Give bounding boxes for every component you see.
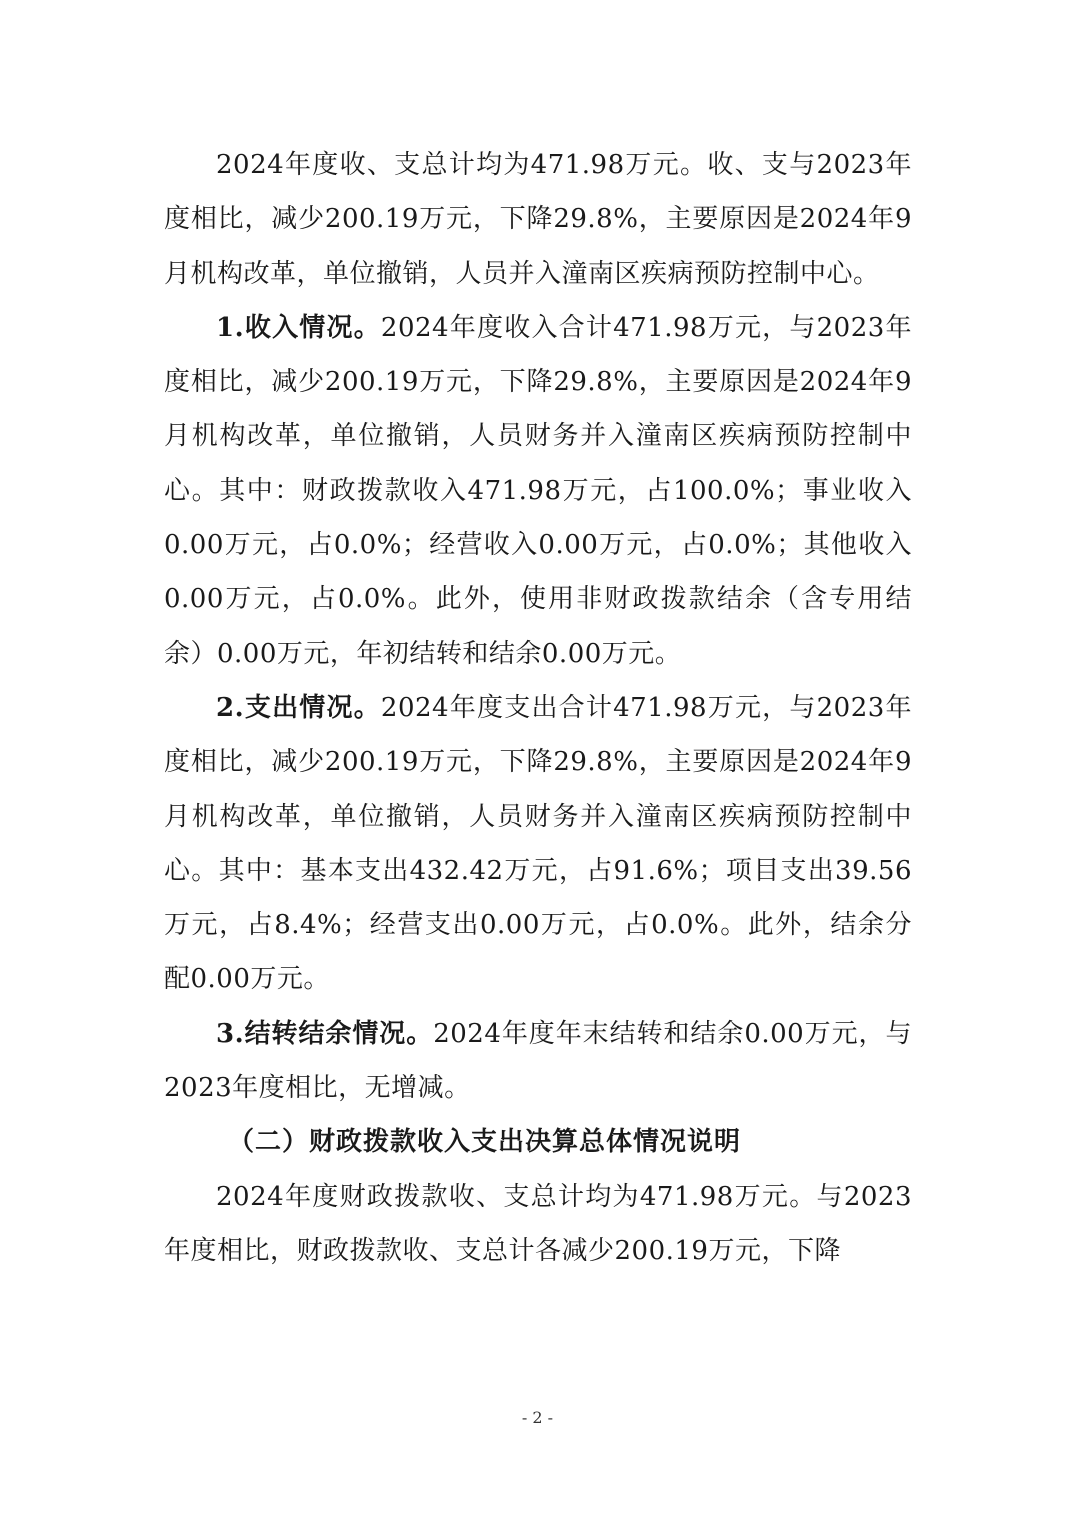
document-body xyxy=(164,138,912,1278)
carryover-text: 2024年度年末结转和结余0.00万元，与2023年度相比，无增减。 xyxy=(164,1018,912,1104)
expenditure-paragraph xyxy=(164,681,912,1007)
income-paragraph xyxy=(164,301,912,681)
income-heading: 1.收入情况。 xyxy=(216,312,381,343)
income-text: 2024年度收入合计471.98万元，与2023年度相比，减少200.19万元，下降29.8%，主要原因是2024年9月机构改革，单位撤销，人员财务并入潼南区疾病预防控制中心。其中：财政拨款收入471.98万元，占100.0%；事业收入0.00万元，占0.0%；经营收入0.00万元，占0.0%；其他收入0.00万元，占0.0%。此外，使用非财政拨款结余（含专用结余）0.00万元，年初结转和结余0.00万元。 xyxy=(164,312,912,669)
section-two-heading: （二）财政拨款收入支出决算总体情况说明 xyxy=(228,1127,742,1158)
carryover-paragraph xyxy=(164,1007,912,1116)
carryover-heading: 3.结转结余情况。 xyxy=(216,1018,434,1049)
intro-paragraph: 2024年度收、支总计均为471.98万元。收、支与2023年度相比，减少200.19万元，下降29.8%，主要原因是2024年9月机构改革，单位撤销，人员并入潼南区疾病预防控制中心。 xyxy=(164,150,912,289)
section-two-paragraph: 2024年度财政拨款收、支总计均为471.98万元。与2023年度相比，财政拨款收、支总计各减少200.19万元，下降 xyxy=(164,1181,912,1266)
page-number: - 2 - xyxy=(521,1408,554,1427)
expenditure-heading: 2.支出情况。 xyxy=(216,692,381,723)
expenditure-text: 2024年度支出合计471.98万元，与2023年度相比，减少200.19万元，下降29.8%，主要原因是2024年9月机构改革，单位撤销，人员财务并入潼南区疾病预防控制中心。其中：基本支出432.42万元，占91.6%；项目支出39.56万元，占8.4%；经营支出0.00万元，占0.0%。此外，结余分配0.00万元。 xyxy=(164,692,912,995)
